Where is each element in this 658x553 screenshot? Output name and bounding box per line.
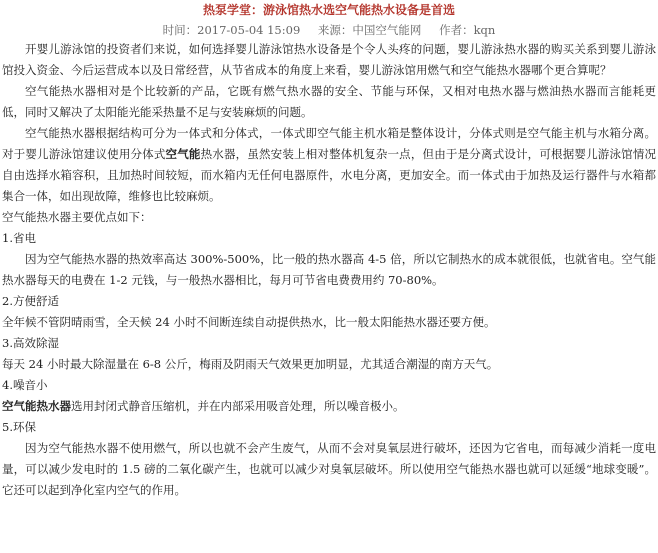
advantage-3-heading: 3.高效除湿 [2, 336, 59, 350]
structure-text-a: 空气能热水器根据结构可分为一体式和分体式，一体式即空气能主机水箱是整体设计，分体式则是空气能主机与水箱分离。对于婴儿游泳馆建议使用分体式 [2, 126, 656, 161]
noise-text: 选用封闭式静音压缩机，并在内部采用吸音处理，所以噪音极小。 [71, 399, 405, 413]
author-label: 作者： [439, 23, 474, 37]
advantage-5-text: 因为空气能热水器不使用燃气，所以也就不会产生废气，从而不会对臭氧层进行破坏，还因为它省电，而每减少消耗一度电量，可以减少发电时的 1.5 磅的二氧化碳产生，也就可以减少对臭氧层破坏。所以使用空气能热水器也就可以延缓“地球变暖”。它还可以起到净化室内空气的作用。 [2, 441, 656, 497]
advantage-1-text: 因为空气能热水器的热效率高达 300%-500%，比一般的热水器高 4-5 倍，所以它制热水的成本就很低，也就省电。空气能热水器每天的电费在 1-2 元钱，与一般热水器相比，每月可节省电费费用约 70-80%。 [2, 252, 656, 287]
structure-keyword: 空气能 [165, 147, 201, 161]
advantage-2-heading: 2.方便舒适 [2, 294, 59, 308]
time-label: 时间： [162, 23, 198, 37]
article-body [0, 39, 658, 501]
paragraph-structure [2, 123, 656, 207]
article-meta [0, 23, 658, 37]
source-label: 来源： [317, 23, 353, 37]
time-value: 2017-05-04 15:09 [197, 23, 301, 37]
source-info [318, 23, 425, 37]
advantages-heading: 空气能热水器主要优点如下： [2, 210, 152, 224]
paragraph-intro: 开婴儿游泳馆的投资者们来说，如何选择婴儿游泳馆热水设备是个令人头疼的问题，婴儿游泳热水器的购买关系到婴儿游泳馆投入资金、今后运营成本以及日常经营，从节省成本的角度上来看，婴儿游泳馆用燃气和空气能热水器哪个更合算呢？ [2, 42, 656, 77]
structure-text-b: 热水器，虽然安装上相对整体机复杂一点，但由于是分离式设计，可根据婴儿游泳馆情况自由选择水箱容积，且加热时间较短，而水箱内无任何电器原件，水电分离，更加安全。而一体式由于加热及运行器件与水箱都集合一体，如出现故障，维修也比较麻烦。 [2, 147, 656, 203]
advantage-2-text: 全年候不管阴晴雨雪，全天候 24 小时不间断连续自动提供热水，比一般太阳能热水器还要方便。 [2, 315, 496, 329]
paragraph-overview: 空气能热水器相对是个比较新的产品，它既有燃气热水器的安全、节能与环保，又相对电热水器与燃油热水器而言能耗更低，同时又解决了太阳能光能采热量不足与安装麻烦的问题。 [2, 84, 656, 119]
source-value: 中国空气能网 [352, 23, 422, 37]
author-value: kqn [473, 23, 496, 37]
advantage-5-heading: 5.环保 [2, 420, 36, 434]
noise-keyword: 空气能热水器 [2, 399, 71, 413]
advantage-3-text: 每天 24 小时最大除湿量在 6-8 公斤，梅雨及阴雨天气效果更加明显，尤其适合潮湿的南方天气。 [2, 357, 499, 371]
article-title: 热泵学堂：游泳馆热水选空气能热水设备是首选 [202, 3, 455, 17]
author-info [439, 23, 495, 37]
advantage-4-text [2, 396, 656, 417]
advantage-1-heading: 1.省电 [2, 231, 36, 245]
time-info [163, 23, 304, 37]
advantage-4-heading: 4.噪音小 [2, 378, 48, 392]
